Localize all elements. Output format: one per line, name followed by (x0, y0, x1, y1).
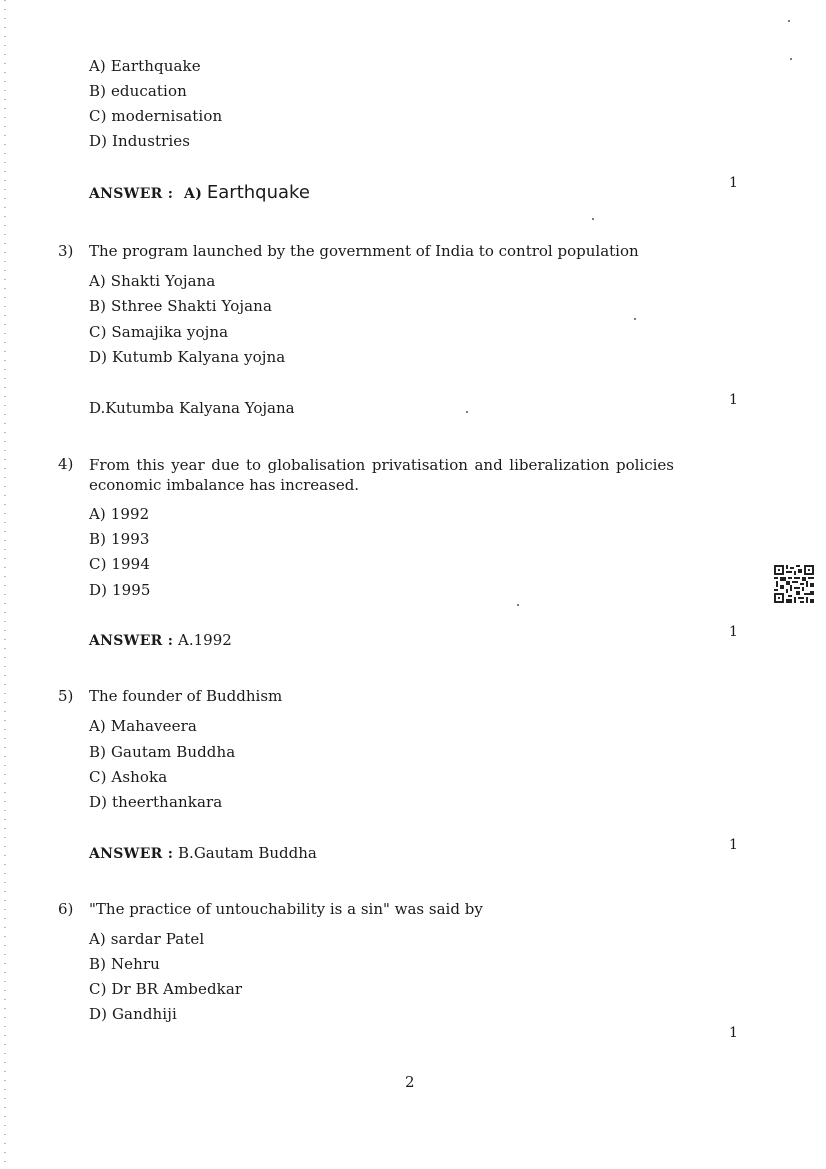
q3-number: 3) (58, 242, 74, 260)
q5-option-a: A) Mahaveera (89, 717, 197, 735)
q2-option-a: A) Earthquake (89, 57, 201, 75)
q2-marks: 1 (729, 175, 738, 191)
q2-answer-prefix: A) (184, 186, 203, 202)
q6-marks: 1 (729, 1025, 738, 1041)
q3-answer-value: D.Kutumba Kalyana Yojana (89, 399, 295, 417)
scan-speck (592, 218, 594, 220)
q6-option-a: A) sardar Patel (89, 930, 205, 948)
q4-answer-label: ANSWER : (89, 633, 174, 649)
q2-option-b: B) education (89, 82, 187, 100)
q2-answer-value: Earthquake (206, 182, 310, 203)
q4-text: From this year due to globalisation privatisation and liberalization policies economic imbalance has increased. (89, 456, 674, 494)
q6-option-b: B) Nehru (89, 955, 160, 973)
q4-number: 4) (58, 455, 74, 473)
q4-option-c: C) 1994 (89, 555, 150, 573)
q3-option-d: D) Kutumb Kalyana yojna (89, 348, 286, 366)
q6-option-c: C) Dr BR Ambedkar (89, 980, 243, 998)
q5-answer (89, 844, 317, 862)
scan-margin-dots (4, 0, 6, 1169)
q2-answer-label: ANSWER : (89, 186, 174, 202)
q5-marks: 1 (729, 837, 738, 853)
q2-option-d: D) Industries (89, 132, 191, 150)
q3-option-a: A) Shakti Yojana (89, 272, 216, 290)
scan-speck (790, 58, 792, 60)
scan-speck (466, 411, 468, 413)
scan-speck (517, 604, 519, 606)
q5-number: 5) (58, 687, 74, 705)
q4-answer (89, 631, 232, 649)
scan-speck (634, 318, 636, 320)
scan-speck (788, 20, 790, 22)
q4-option-b: B) 1993 (89, 530, 150, 548)
q5-answer-label: ANSWER : (89, 846, 174, 862)
q5-option-b: B) Gautam Buddha (89, 743, 236, 761)
q2-answer (89, 182, 310, 203)
q5-option-c: C) Ashoka (89, 768, 168, 786)
q3-option-c: C) Samajika yojna (89, 323, 229, 341)
q6-number: 6) (58, 900, 74, 918)
q4-answer-value: A.1992 (178, 631, 232, 649)
q4-option-a: A) 1992 (89, 505, 150, 523)
page-number: 2 (405, 1073, 415, 1091)
q6-option-d: D) Gandhiji (89, 1005, 177, 1023)
q3-marks: 1 (729, 392, 738, 408)
q5-option-d: D) theerthankara (89, 793, 223, 811)
q3-text: The program launched by the government of India to control population (89, 242, 639, 260)
q3-option-b: B) Sthree Shakti Yojana (89, 297, 272, 315)
q4-marks: 1 (729, 624, 738, 640)
qr-code-icon (774, 565, 814, 603)
q5-text: The founder of Buddhism (89, 687, 283, 705)
q2-option-c: C) modernisation (89, 107, 223, 125)
q5-answer-value: B.Gautam Buddha (178, 844, 317, 862)
q4-option-d: D) 1995 (89, 581, 151, 599)
q6-text: "The practice of untouchability is a sin" was said by (89, 900, 483, 918)
